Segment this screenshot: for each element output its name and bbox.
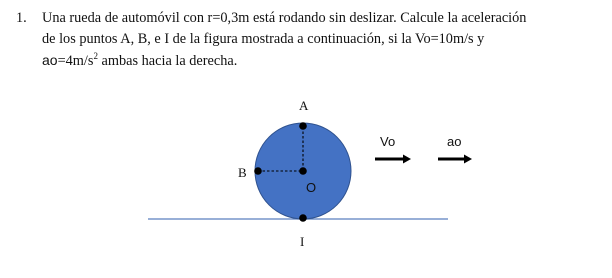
point-B xyxy=(254,167,262,175)
ao-symbol: ao xyxy=(42,52,58,68)
label-B: B xyxy=(238,165,247,180)
label-I: I xyxy=(300,234,305,249)
ao-value: =4m/s xyxy=(57,53,94,69)
ao-exponent: 2 xyxy=(93,51,98,62)
point-O xyxy=(299,167,307,175)
label-A: A xyxy=(299,98,309,113)
velocity-arrow xyxy=(375,155,411,164)
problem-line-1: Una rueda de automóvil con r=0,3m está rodando sin deslizar. Calcule la aceleración xyxy=(42,10,527,26)
point-A xyxy=(299,122,307,130)
problem-number: 1. xyxy=(16,10,27,26)
problem-line-3-tail: ambas hacia la derecha. xyxy=(97,53,238,69)
point-I xyxy=(299,214,307,222)
acceleration-arrow xyxy=(438,155,472,164)
label-O: O xyxy=(306,180,317,195)
label-ao: ao xyxy=(447,134,462,149)
problem-line-2: de los puntos A, B, e I de la figura mostrada a continuación, si la Vo=10m/s y xyxy=(42,31,485,47)
label-Vo: Vo xyxy=(380,134,396,149)
